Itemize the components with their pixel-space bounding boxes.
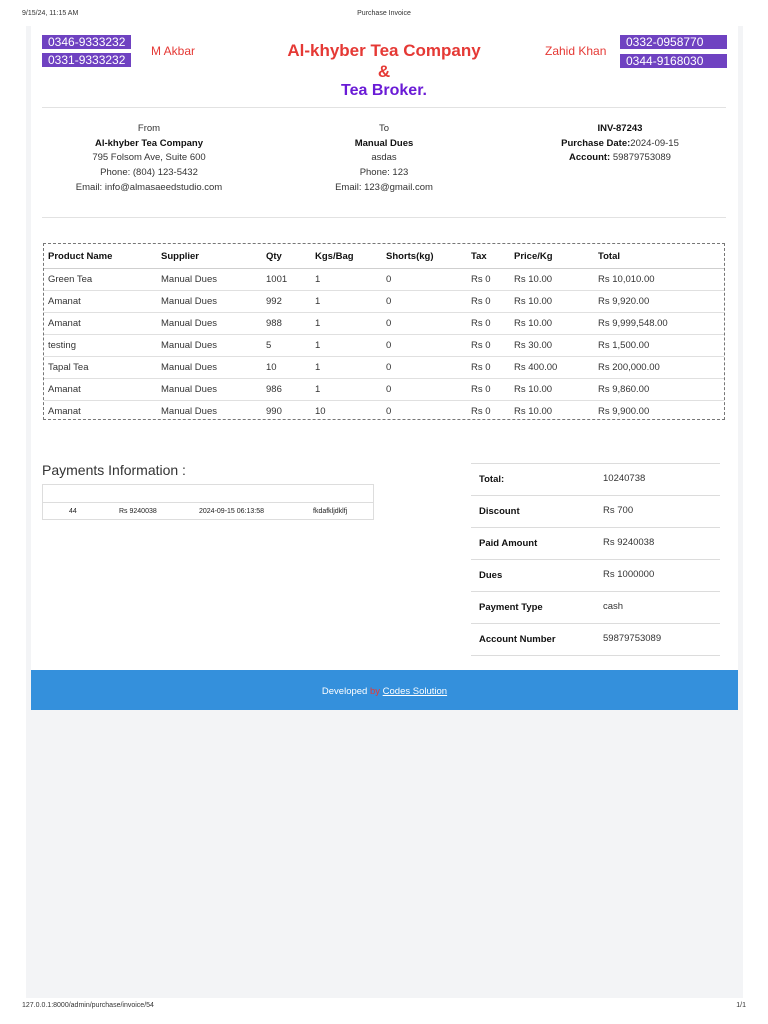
print-title: Purchase Invoice	[357, 10, 411, 17]
account-label: Account:	[569, 152, 611, 164]
cell-shorts: 0	[382, 379, 467, 401]
dues-value: Rs 1000000	[603, 569, 655, 580]
from-block	[60, 122, 238, 196]
print-page-number: 1/1	[736, 1002, 746, 1009]
purchase-date-label: Purchase Date:	[561, 137, 631, 149]
company-name: Al-khyber Tea Company	[287, 41, 481, 60]
cell-shorts: 0	[386, 406, 392, 417]
totals-row-discount	[471, 495, 720, 527]
right-phone-2: 0344-9168030	[620, 54, 727, 68]
from-address: 795 Folsom Ave, Suite 600	[92, 152, 206, 164]
discount-label: Discount	[479, 506, 520, 517]
left-phone-2: 0331-9333232	[42, 53, 131, 67]
payment-type-label: Payment Type	[479, 602, 543, 613]
footer-prefix: Developed	[321, 686, 370, 697]
items-table-container	[43, 243, 725, 420]
cell-qty: 992	[262, 291, 311, 313]
paid-amount-value: Rs 9240038	[603, 537, 655, 548]
cell-qty: 1001	[262, 269, 311, 291]
cell-tax: Rs 0	[467, 335, 510, 357]
total-value: 10240738	[603, 473, 646, 484]
table-row	[44, 269, 724, 291]
items-table	[44, 244, 724, 422]
to-address: asdas	[371, 152, 397, 164]
totals-row-total	[471, 463, 720, 495]
account-value: 59879753089	[610, 152, 671, 164]
cell-total: Rs 10,010.00	[594, 269, 724, 291]
col-tax: Tax	[467, 244, 510, 269]
totals-table	[471, 463, 720, 656]
payment-type-value: cash	[603, 601, 624, 612]
cell-kgs: 1	[311, 291, 382, 313]
cell-supplier: Manual Dues	[157, 291, 262, 313]
cell-price: Rs 10.00	[510, 291, 594, 313]
payments-header-row	[43, 485, 373, 503]
footer-developer-link[interactable]: Codes Solution	[382, 686, 448, 697]
totals-row-paid	[471, 527, 720, 559]
cell-tax: Rs 0	[467, 291, 510, 313]
invoice-number: INV-87243	[597, 123, 643, 134]
to-name: Manual Dues	[354, 137, 414, 149]
cell-price: Rs 30.00	[510, 335, 594, 357]
cell-shorts: 0	[382, 313, 467, 335]
cell-price: Rs 10.00	[510, 379, 594, 401]
cell-qty: 990	[266, 406, 282, 417]
purchase-date-line	[540, 137, 700, 152]
company-subtitle: Tea Broker.	[341, 82, 427, 99]
cell-kgs: 1	[311, 313, 382, 335]
cell-product: Amanat	[44, 313, 157, 335]
cell-total: Rs 9,900.00	[598, 406, 650, 417]
cell-tax: Rs 0	[467, 379, 510, 401]
footer-bar	[31, 670, 738, 710]
cell-product: Amanat	[48, 406, 81, 417]
divider-top	[42, 107, 726, 108]
from-phone: Phone: (804) 123-5432	[100, 167, 198, 179]
cell-price: Rs 10.00	[514, 406, 553, 417]
payment-id: 44	[69, 508, 77, 515]
cell-supplier: Manual Dues	[157, 313, 262, 335]
cell-tax: Rs 0	[467, 357, 510, 379]
to-block	[310, 122, 458, 196]
cell-kgs: 1	[311, 357, 382, 379]
col-supplier: Supplier	[157, 244, 262, 269]
from-label: From	[137, 123, 161, 134]
totals-row-account	[471, 623, 720, 656]
right-phone-1: 0332-0958770	[620, 35, 727, 49]
cell-kgs: 1	[311, 335, 382, 357]
col-product-name: Product Name	[44, 244, 157, 269]
payments-title: Payments Information :	[42, 462, 186, 478]
from-email: Email: info@almasaeedstudio.com	[75, 181, 223, 193]
print-datetime: 9/15/24, 11:15 AM	[22, 10, 79, 17]
account-line	[540, 151, 700, 166]
cell-shorts: 0	[382, 291, 467, 313]
cell-qty: 5	[262, 335, 311, 357]
cell-total: Rs 200,000.00	[594, 357, 724, 379]
col-qty: Qty	[262, 244, 311, 269]
col-shorts: Shorts(kg)	[382, 244, 467, 269]
to-label: To	[378, 123, 390, 134]
table-row	[44, 313, 724, 335]
to-email: Email: 123@gmail.com	[335, 181, 433, 193]
cell-product: Amanat	[44, 291, 157, 313]
cell-tax: Rs 0	[467, 313, 510, 335]
cell-price: Rs 10.00	[510, 313, 594, 335]
cell-total: Rs 9,999,548.00	[594, 313, 724, 335]
account-number-label: Account Number	[479, 634, 556, 645]
totals-row-payment-type	[471, 591, 720, 623]
total-label: Total:	[479, 474, 505, 485]
cell-supplier: Manual Dues	[161, 406, 217, 417]
col-kgs-bag: Kgs/Bag	[311, 244, 382, 269]
cell-total: Rs 9,860.00	[594, 379, 724, 401]
table-row	[44, 401, 724, 423]
cell-qty: 988	[262, 313, 311, 335]
invoice-meta	[540, 122, 700, 166]
payments-table	[42, 484, 374, 520]
cell-supplier: Manual Dues	[157, 269, 262, 291]
cell-supplier: Manual Dues	[157, 379, 262, 401]
company-ampersand: &	[377, 62, 391, 81]
totals-row-dues	[471, 559, 720, 591]
left-phone-1: 0346-9333232	[42, 35, 131, 49]
left-contact-name: M Akbar	[151, 44, 196, 58]
cell-product: Green Tea	[44, 269, 157, 291]
to-phone: Phone: 123	[359, 167, 409, 179]
cell-kgs: 10	[315, 406, 326, 417]
cell-supplier: Manual Dues	[157, 335, 262, 357]
table-row	[44, 291, 724, 313]
table-row	[44, 379, 724, 401]
payment-amount: Rs 9240038	[119, 508, 157, 515]
print-footer	[0, 1002, 768, 1016]
payment-datetime: 2024-09-15 06:13:58	[199, 508, 264, 515]
divider-middle	[42, 217, 726, 218]
print-url: 127.0.0.1:8000/admin/purchase/invoice/54	[22, 1002, 154, 1009]
footer-by: by	[369, 686, 381, 697]
cell-shorts: 0	[382, 357, 467, 379]
cell-product: Tapal Tea	[44, 357, 157, 379]
purchase-date-value: 2024-09-15	[630, 137, 679, 149]
print-header	[0, 10, 768, 24]
cell-price: Rs 400.00	[510, 357, 594, 379]
from-name: Al-khyber Tea Company	[94, 137, 204, 149]
cell-qty: 10	[262, 357, 311, 379]
cell-supplier: Manual Dues	[157, 357, 262, 379]
cell-total: Rs 1,500.00	[594, 335, 724, 357]
cell-product: Amanat	[44, 379, 157, 401]
cell-product: testing	[44, 335, 157, 357]
dues-label: Dues	[479, 570, 503, 581]
col-price-kg: Price/Kg	[510, 244, 594, 269]
cell-total: Rs 9,920.00	[594, 291, 724, 313]
cell-price: Rs 10.00	[510, 269, 594, 291]
cell-kgs: 1	[311, 269, 382, 291]
items-header-row	[44, 244, 724, 269]
col-total: Total	[594, 244, 724, 269]
table-row	[44, 335, 724, 357]
cell-qty: 986	[262, 379, 311, 401]
cell-tax: Rs 0	[471, 406, 491, 417]
cell-kgs: 1	[311, 379, 382, 401]
cell-shorts: 0	[382, 269, 467, 291]
cell-shorts: 0	[382, 335, 467, 357]
table-row	[44, 357, 724, 379]
paid-amount-label: Paid Amount	[479, 538, 538, 549]
payment-note: fkdafkljdklfj	[313, 508, 348, 515]
cell-tax: Rs 0	[467, 269, 510, 291]
table-row	[43, 503, 373, 521]
discount-value: Rs 700	[603, 505, 634, 516]
right-contact-name: Zahid Khan	[545, 44, 607, 58]
account-number-value: 59879753089	[603, 633, 662, 644]
